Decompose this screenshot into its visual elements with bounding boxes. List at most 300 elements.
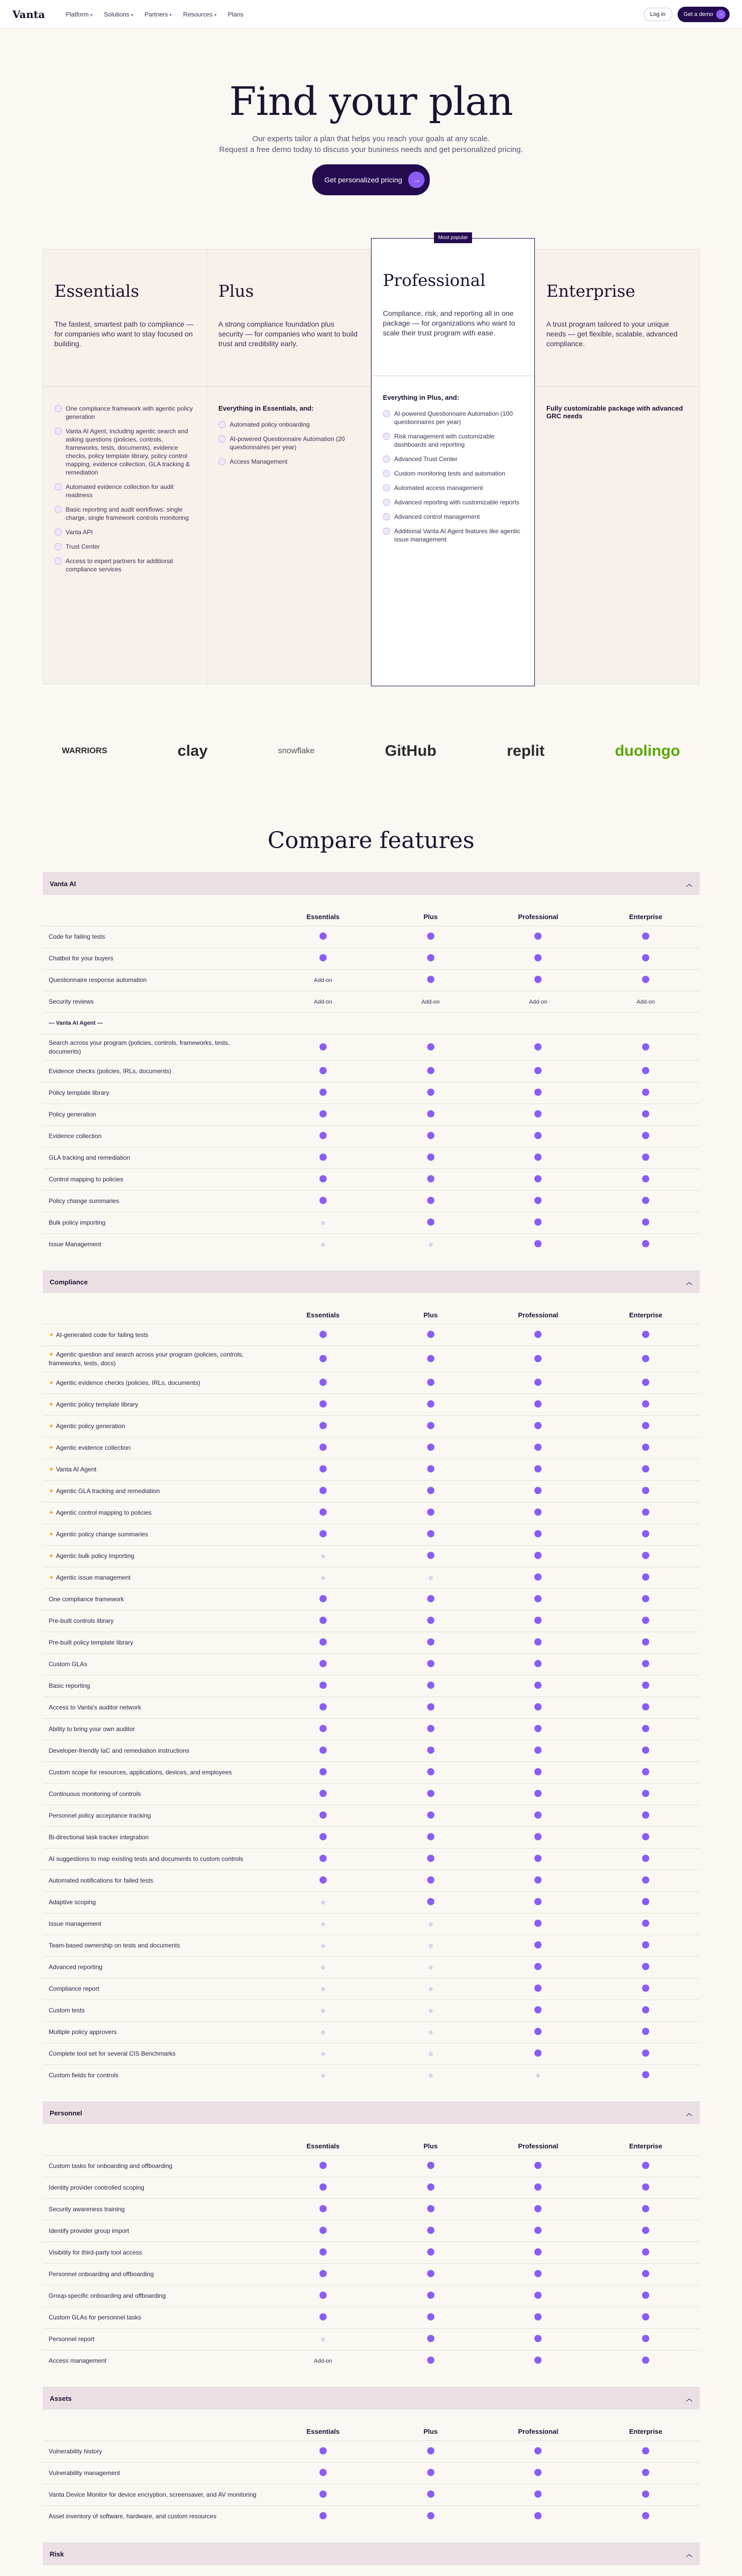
check-icon [383,410,390,417]
feature-label: Vulnerability management [48,2469,120,2477]
included-check-icon [484,1768,592,1777]
not-included-dot-icon [377,1964,484,1971]
feature-label: Ability to bring your own auditor [48,1725,135,1733]
not-included-dot-icon [269,1986,377,1993]
included-check-icon [377,1617,484,1625]
included-check-icon [269,1110,377,1119]
included-check-icon [592,2512,700,2521]
feature-row [43,1632,700,1653]
feature-row [43,1805,700,1826]
feature-row [43,1437,700,1459]
feature-label: ✦ Agentic question and search across your program (policies, controls, frameworks, tests, docs) [48,1351,244,1367]
feature-label: ✦ Agentic bulk policy importing [48,1552,134,1560]
included-check-icon [269,1089,377,1097]
column-header: Professional [518,913,559,921]
not-included-dot-icon [269,2007,377,2014]
included-check-icon [484,2313,592,2322]
included-check-icon [592,2248,700,2257]
included-check-icon [377,1833,484,1842]
feature-row [43,2307,700,2328]
included-check-icon [592,1941,700,1950]
plan-heading: Fully customizable package with advanced GRC needs [546,404,683,420]
column-header: Essentials [306,913,340,921]
included-check-icon [484,2162,592,2171]
feature-label: Access management [48,2357,107,2364]
chevron-down-icon: ▾ [90,12,93,18]
plan-feature-item: Additional Vanta AI Agent features like agentic issue management [383,527,523,544]
not-included-dot-icon [269,1942,377,1950]
sparkle-icon: ✦ [48,1509,54,1516]
included-check-icon [269,1768,377,1777]
get-pricing-button[interactable]: Get personalized pricing → [312,164,430,195]
included-check-icon [377,1530,484,1539]
included-check-icon [592,1682,700,1690]
included-check-icon [592,1509,700,1517]
column-header: Essentials [306,2428,340,2435]
nav-link-platform[interactable]: Platform ▾ [65,10,93,18]
included-check-icon [377,1660,484,1669]
included-check-icon [269,1175,377,1184]
included-check-icon [269,1422,377,1431]
included-check-icon [377,2512,484,2521]
included-check-icon [269,2313,377,2322]
feature-label: Compliance report [48,1985,99,1992]
column-header: Professional [518,1311,559,1319]
included-check-icon [377,1043,484,1052]
feature-label: Bulk policy importing [48,1219,106,1226]
plan-feature-item: Advanced Trust Center [383,455,523,463]
feature-row [43,2350,700,2371]
feature-label: ✦ Agentic evidence collection [48,1444,131,1451]
included-check-icon [377,1703,484,1712]
included-check-icon [377,2248,484,2257]
included-check-icon [269,2447,377,2456]
customer-logos [62,736,680,767]
feature-row [43,1012,700,1034]
column-header: Enterprise [629,2428,663,2435]
included-check-icon [377,1197,484,1206]
included-check-icon [377,1218,484,1227]
included-check-icon [269,1638,377,1647]
included-check-icon [377,2490,484,2499]
feature-row [43,1935,700,1956]
login-button[interactable]: Log in [644,8,672,21]
included-check-icon [592,1089,700,1097]
feature-row [43,1060,700,1082]
included-check-icon [269,1465,377,1474]
feature-row [43,1104,700,1125]
feature-label: Pre-built policy template library [48,1639,133,1646]
included-check-icon [592,976,700,985]
included-check-icon [377,1898,484,1907]
included-check-icon [484,1400,592,1409]
included-check-icon [377,1089,484,1097]
feature-row [43,1125,700,1147]
included-check-icon [269,1530,377,1539]
included-check-icon [269,2512,377,2521]
included-check-icon [377,1638,484,1647]
compare-section [43,1270,700,2086]
nav-link-partners[interactable]: Partners ▾ [144,10,172,18]
included-check-icon [484,1240,592,1249]
included-check-icon [592,2227,700,2235]
included-check-icon [269,1855,377,1863]
feature-label: Identify provider group import [48,2227,129,2234]
included-check-icon [269,1725,377,1734]
section-header[interactable]: Risk ︿ [43,2543,700,2565]
feature-row [43,1999,700,2021]
included-check-icon [377,2335,484,2344]
included-check-icon [592,1197,700,1206]
included-check-icon [592,2049,700,2058]
check-icon [383,499,390,506]
feature-label: Asset inventory of software, hardware, and custom resources [48,2513,216,2520]
check-icon [55,529,62,536]
column-header: Plus [423,1311,438,1319]
not-included-dot-icon [269,2072,377,2079]
plan-name: Enterprise [546,281,635,301]
included-check-icon [269,2469,377,2478]
sparkle-icon: ✦ [48,1552,54,1560]
included-check-icon [269,1400,377,1409]
check-icon [383,470,390,477]
feature-row [43,1610,700,1632]
sparkle-icon: ✦ [48,1351,54,1358]
feature-row [43,1588,700,1610]
feature-row [43,2263,700,2285]
included-check-icon [592,1400,700,1409]
included-check-icon [269,2292,377,2300]
included-check-icon [592,1487,700,1496]
feature-row [43,1394,700,1415]
addon-label: Add-on [314,2358,332,2364]
feature-label: ✦ Agentic policy template library [48,1401,138,1408]
check-icon [55,543,62,550]
sparkle-icon: ✦ [48,1466,54,1473]
arrow-right-icon: → [716,10,726,19]
included-check-icon [377,954,484,963]
included-check-icon [592,2162,700,2171]
feature-label: Security reviews [48,998,94,1005]
plan-feature-item: Custom monitoring tests and automation [383,469,523,478]
plan-heading: Everything in Plus, and: [383,394,460,401]
feature-label: Continuous monitoring of controls [48,1790,141,1798]
plan-heading: Everything in Essentials, and: [218,404,314,412]
feature-label: ✦ Agentic policy change summaries [48,1531,148,1538]
feature-label: Code for failing tests [48,933,105,940]
included-check-icon [484,1898,592,1907]
included-check-icon [269,1331,377,1340]
plan-feature-item: Basic reporting and audit workflows: single charge, single framework controls monitoring [55,505,195,522]
feature-row [43,1190,700,1212]
nav-link-resources[interactable]: Resources ▾ [183,10,217,18]
feature-row [43,2462,700,2484]
not-included-dot-icon [377,2050,484,2058]
plan-essentials [43,249,207,686]
feature-row [43,926,700,947]
compare-section [43,2543,700,2576]
included-check-icon [377,1422,484,1431]
feature-row [43,2285,700,2307]
feature-label: Evidence collection [48,1132,102,1140]
plan-features [218,420,359,466]
feature-label: Personnel onboarding and offboarding [48,2270,154,2278]
included-check-icon [592,1132,700,1141]
included-check-icon [484,2512,592,2521]
section-header[interactable]: Vanta AI ︿ [43,872,700,895]
included-check-icon [592,1985,700,1993]
feature-row [43,2242,700,2263]
feature-label: Search across your program (policies, controls, frameworks, tests, documents) [48,1039,230,1055]
feature-row [43,1545,700,1567]
chevron-down-icon: ▾ [130,12,133,18]
check-icon [55,428,62,435]
included-check-icon [484,1197,592,1206]
included-check-icon [592,2006,700,2015]
included-check-icon [592,1876,700,1885]
included-check-icon [484,1110,592,1119]
feature-row [43,2177,700,2198]
column-headers [43,1293,700,1324]
feature-row [43,1718,700,1740]
feature-label: ✦ Agentic policy generation [48,1422,125,1430]
feature-row [43,1783,700,1805]
included-check-icon [592,2183,700,2192]
feature-row [43,1848,700,1870]
included-check-icon [484,1811,592,1820]
included-check-icon [484,1218,592,1227]
feature-label: Visibility for third-party tool access [48,2249,142,2256]
included-check-icon [269,2248,377,2257]
included-check-icon [592,2071,700,2080]
included-check-icon [484,1855,592,1863]
check-icon [218,435,226,443]
included-check-icon [592,1240,700,1249]
included-check-icon [484,1530,592,1539]
included-check-icon [377,2469,484,2478]
feature-label: Vulnerability history [48,2448,103,2455]
sparkle-icon: ✦ [48,1422,54,1430]
included-check-icon [269,1444,377,1452]
feature-row [43,1870,700,1891]
included-check-icon [377,2227,484,2235]
check-icon [383,513,390,520]
addon-label: Add-on [636,998,655,1005]
included-check-icon [484,1920,592,1928]
feature-row [43,1697,700,1718]
feature-row [43,1891,700,1913]
not-included-dot-icon [269,1574,377,1582]
plan-description: A trust program tailored to your unique needs — get flexible, scalable, advanced compliance. [546,320,678,348]
hero-subtitle: Our experts tailor a plan that helps you reach your goals at any scale. Request a free demo today to discuss your business needs and get personalized pricing. [219,134,523,154]
plan-feature-item: Trust Center [55,543,195,551]
section-header[interactable]: Assets ︿ [43,2387,700,2410]
column-header: Enterprise [629,913,663,921]
feature-label: Custom fields for controls [48,2072,119,2079]
feature-label: Issue management [48,1920,102,1927]
addon-label: Add-on [314,998,332,1005]
compare-section [43,2102,700,2371]
section-header[interactable]: Compliance ︿ [43,1270,700,1293]
feature-label: ✦ Vanta AI Agent [48,1466,97,1473]
section-header[interactable]: Personnel ︿ [43,2102,700,2124]
included-check-icon [592,1768,700,1777]
included-check-icon [269,2227,377,2235]
feature-row [43,1082,700,1104]
check-icon [55,557,62,565]
feature-row [43,1567,700,1588]
feature-row [43,1212,700,1233]
included-check-icon [484,1132,592,1141]
not-included-dot-icon [377,1986,484,1993]
plan-feature-item: Access to expert partners for additional compliance services [55,557,195,573]
included-check-icon [484,1573,592,1582]
included-check-icon [269,933,377,941]
feature-label: ✦ Agentic GLA tracking and remediation [48,1487,160,1495]
nav-link-plans[interactable]: Plans [228,10,244,18]
feature-label: AI suggestions to map existing tests and documents to custom controls [48,1855,244,1862]
included-check-icon [377,1154,484,1162]
feature-label: ✦ Agentic issue management [48,1574,131,1581]
included-check-icon [484,1595,592,1604]
included-check-icon [592,1855,700,1863]
plan-description: Compliance, risk, and reporting all in one package — for organizations who want to scale their trust program with ease. [383,309,515,337]
included-check-icon [592,1355,700,1364]
plan-features [55,404,195,573]
included-check-icon [377,2313,484,2322]
hero [0,29,742,216]
included-check-icon [484,933,592,941]
included-check-icon [484,1703,592,1712]
column-headers [43,895,700,926]
plan-feature-item: Risk management with customizable dashboards and reporting [383,432,523,449]
plan-enterprise [535,249,699,686]
included-check-icon [484,2006,592,2015]
included-check-icon [484,1876,592,1885]
included-check-icon [592,933,700,941]
included-check-icon [592,1218,700,1227]
nav-links [65,11,643,18]
chevron-down-icon: ▾ [214,12,217,18]
included-check-icon [484,1509,592,1517]
included-check-icon [377,2447,484,2456]
included-check-icon [269,1067,377,1076]
nav-link-solutions[interactable]: Solutions ▾ [104,10,133,18]
not-included-dot-icon [269,2050,377,2058]
included-check-icon [592,1331,700,1340]
column-header: Plus [423,913,438,921]
sparkle-icon: ✦ [48,1574,54,1581]
included-check-icon [592,1552,700,1561]
included-check-icon [269,1703,377,1712]
feature-label: Policy template library [48,1089,109,1096]
included-check-icon [377,1725,484,1734]
included-check-icon [269,1487,377,1496]
included-check-icon [269,1355,377,1364]
not-included-dot-icon [269,1219,377,1227]
included-check-icon [269,1811,377,1820]
not-included-dot-icon [484,2072,592,2079]
feature-row [43,1372,700,1394]
feature-label: Developer-friendly IaC and remediation instructions [48,1747,190,1754]
feature-row [43,2328,700,2350]
included-check-icon [592,2447,700,2456]
feature-label: ✦ Agentic control mapping to policies [48,1509,151,1516]
included-check-icon [269,2183,377,2192]
feature-row [43,1415,700,1437]
included-check-icon [484,1089,592,1097]
included-check-icon [592,1067,700,1076]
included-check-icon [377,1132,484,1141]
compare-title: Compare features [267,827,475,854]
feature-label: GLA tracking and remediation [48,1154,130,1161]
feature-label: Identity provider controlled scoping [48,2184,144,2191]
included-check-icon [377,1552,484,1561]
feature-label: Evidence checks (policies, IRLs, documents) [48,1067,172,1075]
not-included-dot-icon [269,1921,377,1928]
included-check-icon [592,1790,700,1799]
not-included-dot-icon [377,1921,484,1928]
included-check-icon [484,1963,592,1972]
feature-row [43,2043,700,2064]
plan-feature-item: Advanced control management [383,513,523,521]
feature-row [43,2220,700,2242]
feature-label: Custom GLAs for personnel tasks [48,2314,141,2321]
feature-label: Automated notifications for failed tests [48,1877,154,1884]
feature-label: Personnel policy acceptance tracking [48,1812,151,1819]
included-check-icon [269,1617,377,1625]
chevron-up-icon: ︿ [686,1279,693,1286]
logo-clay: clay [177,742,208,759]
included-check-icon [377,1400,484,1409]
included-check-icon [484,1747,592,1755]
feature-row [43,1459,700,1480]
feature-label: Custom tests [48,2007,85,2014]
check-icon [383,455,390,463]
included-check-icon [377,1790,484,1799]
column-header: Enterprise [629,1311,663,1319]
chevron-up-icon: ︿ [686,880,693,888]
feature-label: Issue Management [48,1241,102,1248]
check-icon [383,484,390,492]
feature-row [43,1913,700,1935]
column-headers [43,2410,700,2441]
included-check-icon [269,1790,377,1799]
feature-label: Team-based ownership on tests and documents [48,1942,180,1949]
addon-label: Add-on [421,998,440,1005]
addon-label: Add-on [529,998,548,1005]
feature-row [43,1523,700,1545]
feature-label: Pre-built controls library [48,1617,114,1624]
feature-row [43,1978,700,1999]
included-check-icon [484,1422,592,1431]
get-demo-button[interactable]: Get a demo → [678,7,730,22]
sparkle-icon: ✦ [48,1379,54,1386]
check-icon [383,433,390,440]
included-check-icon [592,2490,700,2499]
included-check-icon [484,1175,592,1184]
included-check-icon [484,2270,592,2279]
sparkle-icon: ✦ [48,1331,54,1338]
included-check-icon [377,2270,484,2279]
included-check-icon [269,2205,377,2214]
included-check-icon [269,1682,377,1690]
chevron-up-icon: ︿ [686,2110,693,2117]
included-check-icon [269,1379,377,1387]
included-check-icon [269,1132,377,1141]
included-check-icon [592,2335,700,2344]
vanta-logo[interactable]: Vanta [12,8,45,21]
